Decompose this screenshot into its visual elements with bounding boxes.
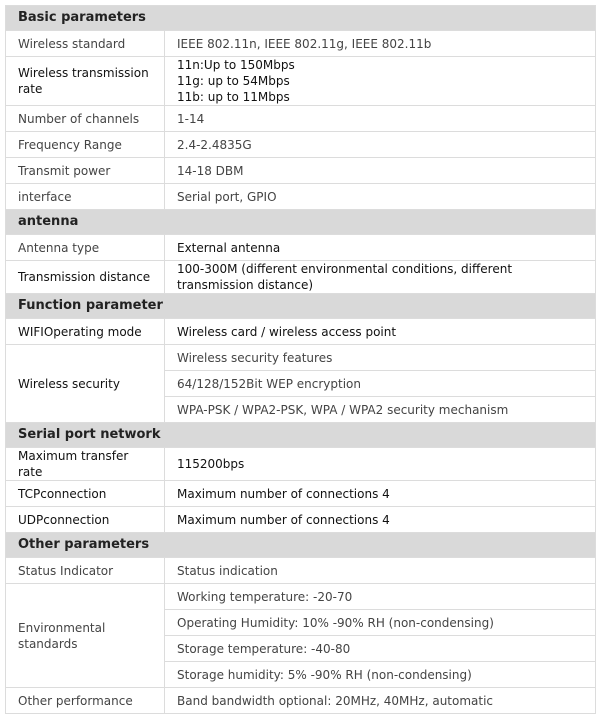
row-label: interface <box>6 184 165 210</box>
row-value: Working temperature: -20-70 <box>165 584 596 610</box>
table-row <box>6 261 596 294</box>
section-header-basic-parameters <box>6 6 596 31</box>
value-line: 11b: up to 11Mbps <box>177 90 290 104</box>
row-label: Status Indicator <box>6 558 165 584</box>
table-row <box>6 558 596 584</box>
row-value: Wireless security features <box>165 345 596 371</box>
section-header-serial-port-network <box>6 423 596 448</box>
row-value: IEEE 802.11n, IEEE 802.11g, IEEE 802.11b <box>165 31 596 57</box>
row-label: WIFIOperating mode <box>6 319 165 345</box>
row-value: Band bandwidth optional: 20MHz, 40MHz, automatic <box>165 688 596 714</box>
section-title: antenna <box>6 210 596 235</box>
row-label: Number of channels <box>6 106 165 132</box>
value-line: 11n:Up to 150Mbps <box>177 58 295 72</box>
row-label: Transmission distance <box>6 261 165 294</box>
section-header-other-parameters <box>6 533 596 558</box>
spec-table-container <box>5 5 595 714</box>
section-title: Serial port network <box>6 423 596 448</box>
table-row <box>6 448 596 481</box>
row-value: Status indication <box>165 558 596 584</box>
row-value: Serial port, GPIO <box>165 184 596 210</box>
table-row <box>6 235 596 261</box>
section-title: Other parameters <box>6 533 596 558</box>
row-label: TCPconnection <box>6 481 165 507</box>
table-row <box>6 345 596 371</box>
row-label: Antenna type <box>6 235 165 261</box>
value-line: 11g: up to 54Mbps <box>177 74 290 88</box>
table-row <box>6 584 596 610</box>
section-title: Function parameter <box>6 294 596 319</box>
table-row <box>6 481 596 507</box>
row-label: Wireless standard <box>6 31 165 57</box>
row-label: Environmental standards <box>6 584 165 688</box>
table-row <box>6 31 596 57</box>
row-value: 64/128/152Bit WEP encryption <box>165 371 596 397</box>
table-row <box>6 507 596 533</box>
row-label: Maximum transfer rate <box>6 448 165 481</box>
row-value: Wireless card / wireless access point <box>165 319 596 345</box>
spec-table <box>5 5 596 714</box>
section-header-antenna <box>6 210 596 235</box>
row-label: Frequency Range <box>6 132 165 158</box>
row-value: Maximum number of connections 4 <box>165 507 596 533</box>
row-label: UDPconnection <box>6 507 165 533</box>
row-label: Wireless security <box>6 345 165 423</box>
row-value: Maximum number of connections 4 <box>165 481 596 507</box>
table-row <box>6 132 596 158</box>
table-row <box>6 57 596 106</box>
table-row <box>6 319 596 345</box>
row-value: Storage temperature: -40-80 <box>165 636 596 662</box>
row-value: Storage humidity: 5% -90% RH (non-condensing) <box>165 662 596 688</box>
section-header-function-parameter <box>6 294 596 319</box>
row-value: 2.4-2.4835G <box>165 132 596 158</box>
row-value: 115200bps <box>165 448 596 481</box>
row-value: 14-18 DBM <box>165 158 596 184</box>
table-row <box>6 184 596 210</box>
row-value: 1-14 <box>165 106 596 132</box>
section-title: Basic parameters <box>6 6 596 31</box>
row-label: Other performance <box>6 688 165 714</box>
table-row <box>6 158 596 184</box>
row-value: 100-300M (different environmental conditions, different transmission distance) <box>165 261 596 294</box>
row-value: Operating Humidity: 10% -90% RH (non-condensing) <box>165 610 596 636</box>
row-value: WPA-PSK / WPA2-PSK, WPA / WPA2 security mechanism <box>165 397 596 423</box>
table-row <box>6 106 596 132</box>
row-label: Transmit power <box>6 158 165 184</box>
row-value <box>165 57 596 106</box>
row-value: External antenna <box>165 235 596 261</box>
table-row <box>6 688 596 714</box>
row-label: Wireless transmission rate <box>6 57 165 106</box>
